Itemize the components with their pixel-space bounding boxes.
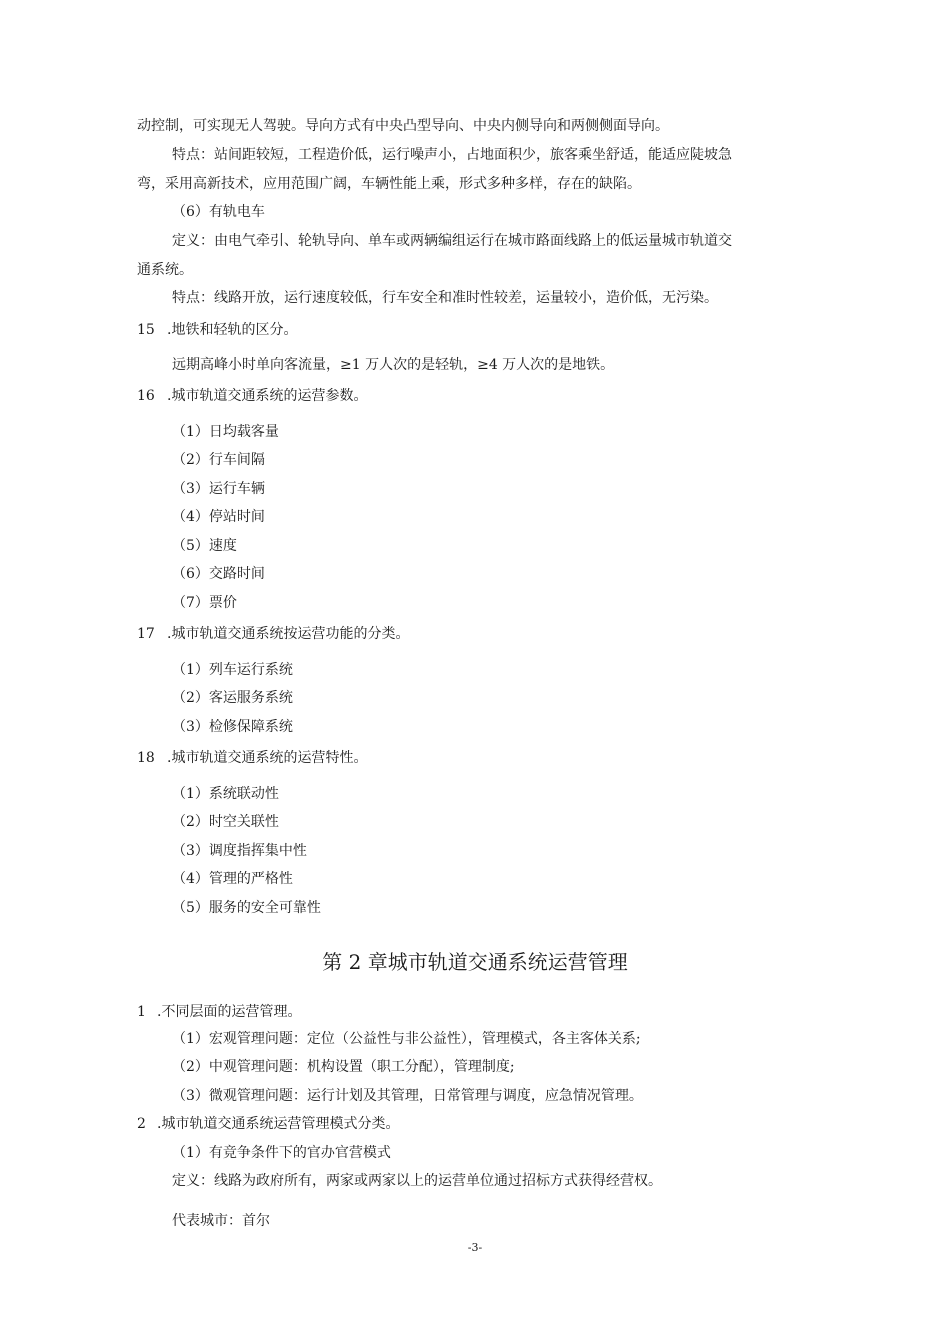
list-item: （5）服务的安全可靠性	[172, 900, 321, 916]
item-number: 17	[137, 626, 155, 642]
paragraph-line: 特点：线路开放，运行速度较低，行车安全和准时性较差，运量较小，造价低，无污染。	[172, 290, 718, 306]
item-number: 18	[137, 750, 155, 766]
list-item: （1）宏观管理问题：定位（公益性与非公益性），管理模式，各主客体关系;	[172, 1031, 641, 1047]
list-item: （2）行车间隔	[172, 452, 265, 468]
list-item: （2）时空关联性	[172, 814, 279, 830]
item-text: .不同层面的运营管理。	[157, 1004, 302, 1020]
paragraph-line: 代表城市：首尔	[172, 1213, 270, 1229]
list-item: （1）日均载客量	[172, 424, 279, 440]
list-item: （2）中观管理问题：机构设置（职工分配），管理制度;	[172, 1059, 515, 1075]
numbered-heading	[137, 1114, 737, 1134]
paragraph-line: 定义：线路为政府所有，两家或两家以上的运营单位通过招标方式获得经营权。	[172, 1173, 662, 1189]
item-text: .城市轨道交通系统运营管理模式分类。	[157, 1116, 400, 1132]
paragraph-line: 定义：由电气牵引、轮轨导向、单车或两辆编组运行在城市路面线路上的低运量城市轨道交	[172, 233, 732, 249]
list-item: （2）客运服务系统	[172, 690, 293, 706]
list-item: （3）运行车辆	[172, 481, 265, 497]
list-item: （1）系统联动性	[172, 786, 279, 802]
paragraph-line: 特点：站间距较短，工程造价低，运行噪声小，占地面积少，旅客乘坐舒适，能适应陡坡急	[172, 147, 732, 163]
list-item: （7）票价	[172, 595, 237, 611]
paragraph-line: 动控制，可实现无人驾驶。导向方式有中央凸型导向、中央内侧导向和两侧侧面导向。	[137, 118, 669, 134]
numbered-heading	[137, 1002, 737, 1022]
paragraph-line: 通系统。	[137, 262, 193, 278]
list-item: （5）速度	[172, 538, 237, 554]
chapter-title: 第 2 章城市轨道交通系统运营管理	[322, 950, 628, 974]
numbered-heading	[137, 386, 737, 406]
item-text: .地铁和轻轨的区分。	[167, 322, 298, 338]
item-text: .城市轨道交通系统的运营特性。	[167, 750, 368, 766]
list-item: （1）有竞争条件下的官办官营模式	[172, 1145, 391, 1161]
list-item: （6）有轨电车	[172, 204, 265, 220]
item-number: 2	[137, 1116, 146, 1132]
item-text: .城市轨道交通系统按运营功能的分类。	[167, 626, 410, 642]
list-item: （6）交路时间	[172, 566, 265, 582]
paragraph-line: 弯，采用高新技术，应用范围广阔，车辆性能上乘，形式多种多样，存在的缺陷。	[137, 176, 641, 192]
paragraph-line: 远期高峰小时单向客流量，≥1 万人次的是轻轨，≥4 万人次的是地铁。	[172, 357, 615, 373]
list-item: （3）检修保障系统	[172, 719, 293, 735]
item-text: .城市轨道交通系统的运营参数。	[167, 388, 368, 404]
numbered-heading	[137, 624, 737, 644]
item-number: 1	[137, 1004, 146, 1020]
numbered-heading	[137, 320, 737, 340]
list-item: （1）列车运行系统	[172, 662, 293, 678]
list-item: （3）调度指挥集中性	[172, 843, 307, 859]
numbered-heading	[137, 748, 737, 768]
list-item: （3）微观管理问题：运行计划及其管理，日常管理与调度，应急情况管理。	[172, 1088, 643, 1104]
item-number: 15	[137, 322, 155, 338]
page-number: -3-	[467, 1241, 483, 1254]
list-item: （4）管理的严格性	[172, 871, 293, 887]
item-number: 16	[137, 388, 155, 404]
list-item: （4）停站时间	[172, 509, 265, 525]
